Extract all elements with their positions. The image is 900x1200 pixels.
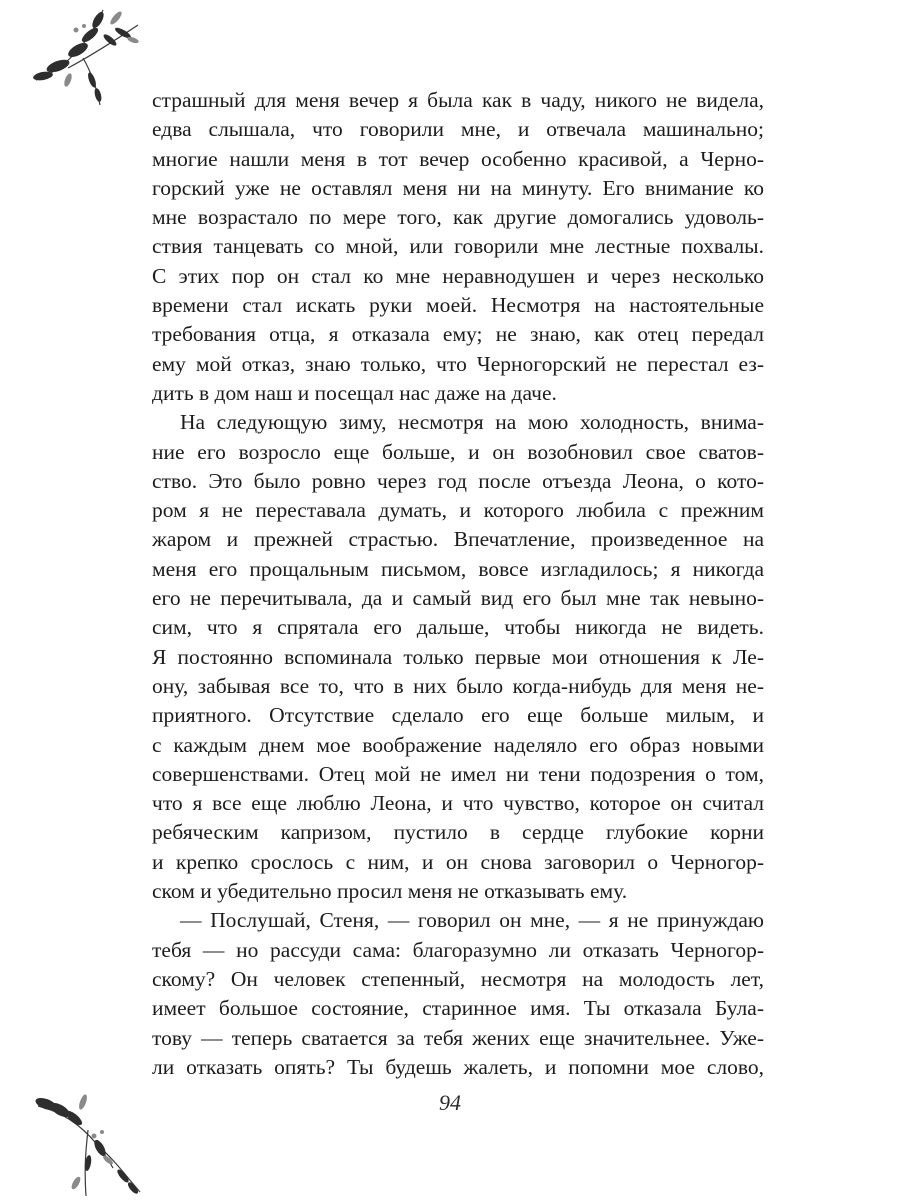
text-line: имеет большое состояние, старинное имя. Ты отказала Була- [152, 996, 764, 1021]
text-line: горский уже не оставлял меня ни на минуту. Его внимание ко [152, 175, 764, 200]
floral-ornament-top-icon [28, 0, 148, 110]
text-line: ребяческим капризом, пустило в сердце глубокие корни [152, 820, 764, 845]
text-line: С этих пор он стал ко мне неравнодушен и через несколько [152, 263, 764, 288]
text-line: ствия танцевать со мной, или говорили мне лестные похвалы. [152, 234, 764, 259]
text-line: с каждым днем мое воображение наделяло его образ новыми [152, 732, 764, 757]
page-number: 94 [439, 1090, 461, 1115]
text-line: страшный для меня вечер я была как в чаду, никого не видела, [152, 88, 764, 112]
text-line: дить в дом наш и посещал нас даже на даче. [152, 380, 557, 405]
floral-ornament-bottom-icon [28, 1088, 148, 1200]
text-line: ром я не переставала думать, и которого любила с прежним [152, 498, 764, 523]
text-line: меня его прощальным письмом, вовсе изгладилось; я никогда [152, 556, 764, 581]
text-line: тебя — но рассуди сама: благоразумно ли отказать Черногор- [152, 937, 764, 962]
text-line: ему мой отказ, знаю только, что Черногорский не перестал ез- [152, 351, 764, 376]
text-line: совершенствами. Отец мой не имел ни тени подозрения о том, [152, 761, 764, 786]
text-line: ли отказать опять? Ты будешь жалеть, и попомни мое слово, [152, 1054, 764, 1079]
text-line: приятного. Отсутствие сделало его еще больше милым, и [152, 703, 764, 728]
text-line: тову — теперь сватается за тебя жених еще значительнее. Уже- [152, 1025, 764, 1050]
text-line: времени стал искать руки моей. Несмотря на настоятельные [152, 293, 764, 318]
body-text [152, 86, 764, 1082]
text-line: что я все еще люблю Леона, и что чувство, которое он считал [152, 791, 764, 816]
text-line: На следующую зиму, несмотря на мою холодность, внима- [180, 410, 764, 435]
text-line: скому? Он человек степенный, несмотря на молодость лет, [152, 966, 764, 991]
text-line: его не перечитывала, да и самый вид его был мне так невыно- [152, 586, 764, 611]
text-line: и крепко срослось с ним, и он снова заговорил о Черногор- [152, 849, 764, 874]
text-line: требования отца, я отказала ему; не знаю, как отец передал [152, 322, 764, 347]
text-line: мне возрастало по мере того, как другие домогались удоволь- [152, 205, 764, 230]
text-line: ство. Это было ровно через год после отъезда Леона, о кото- [152, 468, 764, 493]
text-line: многие нашли меня в тот вечер особенно красивой, а Черно- [152, 146, 764, 171]
text-line: Я постоянно вспоминала только первые мои отношения к Ле- [152, 644, 764, 669]
text-line: — Послушай, Стеня, — говорил он мне, — я не принуждаю [180, 908, 764, 933]
text-line: жаром и прежней страстью. Впечатление, произведенное на [152, 527, 764, 552]
text-line: ние его возросло еще больше, и он возобновил свое сватов- [152, 439, 764, 464]
text-line: ском и убедительно просил меня не отказывать ему. [152, 879, 628, 904]
text-line: едва слышала, что говорили мне, и отвечала машинально; [152, 117, 764, 142]
text-line: сим, что я спрятала его дальше, чтобы никогда не видеть. [152, 615, 764, 640]
text-line: ону, забывая все то, что в них было когда-нибудь для меня не- [152, 673, 764, 698]
